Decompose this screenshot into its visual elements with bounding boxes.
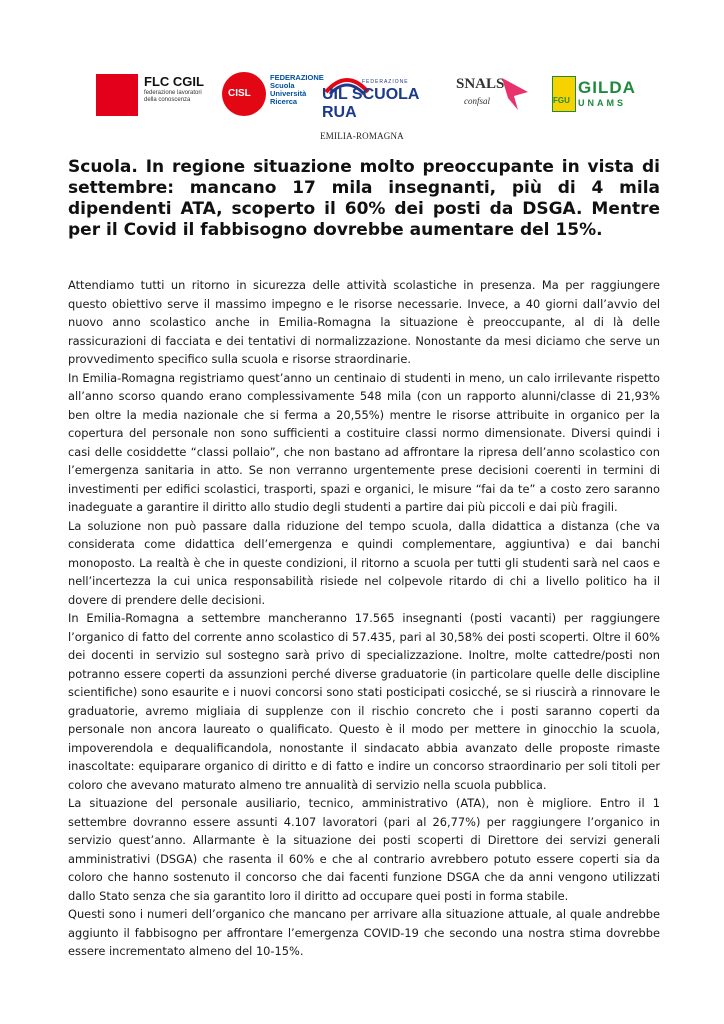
body-paragraph: La soluzione non può passare dalla riduzione del tempo scuola, dalla didattica a distanza (che va considerata come didattica dell’emergenza e quindi complementare, aggiuntiva) e dai banchi monoposto. La realtà è che in queste condizioni, il ritorno a scuola per tutti gli studenti sarà nel caos e nell’incertezza la cui unica responsabilità risiede nel colpevole ritardo di chi a livello politico ha il dovere di prendere delle decisioni. bbox=[68, 518, 660, 607]
cisl-logo bbox=[222, 70, 322, 120]
gilda-logo-name: GILDA bbox=[578, 78, 636, 97]
union-logos bbox=[96, 70, 636, 120]
press-release-title: Scuola. In regione situazione molto preoccupante in vista di settembre: mancano 17 mila insegnanti, più di 4 mila dipendenti ATA, scoperto il 60% dei posti da DSGA. Mentre per il Covid il fabbisogno dovrebbe aumentare del 15%. bbox=[68, 157, 660, 240]
cisl-logo-subtitle: FEDERAZIONE Scuola Università Ricerca bbox=[270, 73, 324, 106]
uil-scuola-logo bbox=[322, 70, 450, 120]
flc-cgil-logo bbox=[96, 70, 218, 120]
press-release-body bbox=[68, 276, 660, 961]
gilda-logo-subtitle: UNAMS bbox=[578, 98, 626, 108]
snals-logo-name: SNALS bbox=[456, 76, 505, 92]
gilda-unams-logo bbox=[552, 70, 642, 120]
flc-logo-name: FLC CGIL bbox=[144, 74, 204, 89]
region-label: EMILIA-ROMAGNA bbox=[320, 131, 404, 141]
snals-logo-subtitle: confsal bbox=[464, 96, 490, 106]
snals-arrow-icon bbox=[498, 74, 534, 114]
body-paragraph: Questi sono i numeri dell’organico che mancano per arrivare alla situazione attuale, al quale andrebbe aggiunto il fabbisogno per affrontare l’emergenza COVID-19 che secondo una nostra stima dovrebbe essere incrementato almeno del 10-15%. bbox=[68, 907, 660, 958]
snals-logo bbox=[456, 70, 532, 120]
gilda-logo-fgu: FGU bbox=[553, 96, 570, 105]
body-paragraph: In Emilia-Romagna a settembre mancheranno 17.565 insegnanti (posti vacanti) per raggiungere l’organico di fatto del corrente anno scolastico di 57.435, pari al 30,58% dei posti scoperti. Oltre il 60% dei docenti in servizio sul sostegno sarà privo di specializzazione. Inoltre, molte cattedre/posti non potranno essere coperti da assunzioni perché diverse graduatorie (in particolare quelle delle discipline scientifiche) sono esaurite e i nuovi concorsi sono stati posticipati cosicché, se si riuscirà a rinnovare le graduatorie, avremo migliaia di supplenze con il rischio concreto che i posti saranno coperti da personale non ancora laureato o qualificato. Questo è il modo per mettere in ginocchio la scuola, impoverendola e dequalificandola, nonostante il sindacato abbia avanzato delle proposte rimaste inascoltate: equiparare organico di diritto e di fatto e indire un concorso straordinario per soli titoli per coloro che avevano maturato almeno tre annualità di servizio nella scuola pubblica. bbox=[68, 611, 660, 792]
body-paragraph: La situazione del personale ausiliario, tecnico, amministrativo (ATA), non è migliore. Entro il 1 settembre dovranno essere assunti 4.107 lavoratori (pari al 26,77%) per raggiungere l’organico in servizio quest’anno. Allarmante è la situazione dei posti scoperti di Direttore dei servizi generali amministrativi (DSGA) che rasenta il 60% e che al contrario avrebbero potuto essere coperti sia da coloro che hanno sostenuto il concorso che dai facenti funzione DSGA che da anni vengono utilizzati dallo Stato senza che sia garantito loro il diritto ad occupare quei posti in forma stabile. bbox=[68, 796, 660, 903]
body-paragraph: In Emilia-Romagna registriamo quest’anno un centinaio di studenti in meno, un calo irrilevante rispetto all’anno scorso quando erano complessivamente 548 mila (con un rapporto alunni/classe di 21,93% ben oltre la media nazionale che si ferma a 20,55%) mentre le risorse attribuite in organico per la copertura del personale non sono sufficienti a costituire classi normo dimensionate. Diversi quindi i casi delle cosiddette “classi pollaio”, che non bastano ad affrontare la ripresa dell’anno scolastico con l’emergenza sanitaria in atto. Se non verranno urgentemente prese decisioni coerenti in termini di investimenti per edifici scolastici, trasporti, spazi e organici, le misure “fai da te” a costo zero saranno inadeguate a garantire il diritto allo studio degli studenti a partire dai più piccoli e dai più fragili. bbox=[68, 370, 660, 514]
uil-logo-name: UIL SCUOLA RUA bbox=[322, 86, 419, 121]
cisl-logo-mark: CISL bbox=[228, 88, 251, 99]
flc-red-square bbox=[96, 74, 138, 116]
flc-logo-subtitle: federazione lavoratori della conoscenza bbox=[144, 90, 202, 103]
body-paragraph: Attendiamo tutti un ritorno in sicurezza delle attività scolastiche in presenza. Ma per raggiungere questo obiettivo serve il massimo impegno e le risorse necessarie. Invece, a 40 giorni dall’avvio del nuovo anno scolastico anche in Emilia-Romagna la situazione è preoccupante, al di là delle rassicurazioni di facciata e dei tentativi di normalizzazione. Nonostante da mesi diciamo che serve un provvedimento specifico sulla scuola e risorse straordinarie. bbox=[68, 278, 660, 366]
gilda-yellow-box bbox=[552, 76, 576, 112]
uil-logo-federazione: FEDERAZIONE bbox=[362, 79, 409, 85]
